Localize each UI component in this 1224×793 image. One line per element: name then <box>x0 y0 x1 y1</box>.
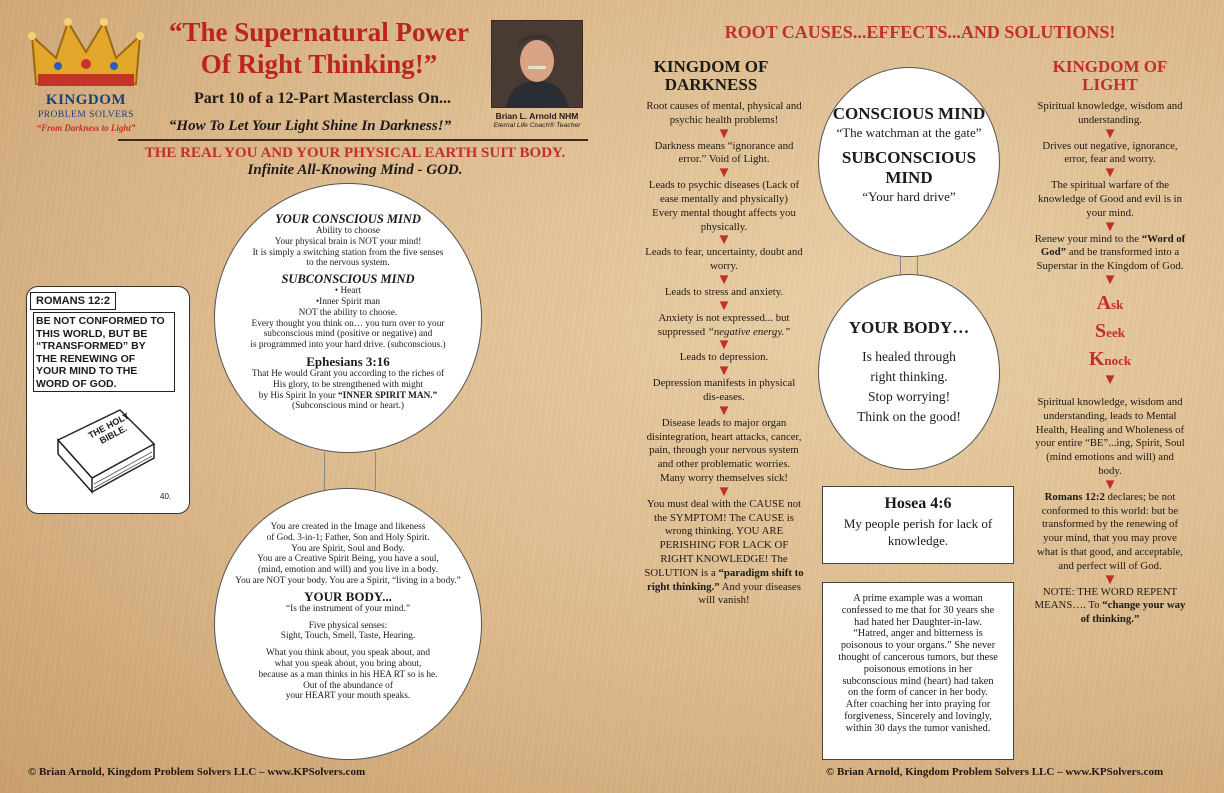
body-line: Think on the good! <box>857 409 961 424</box>
conscious-mind-heading: YOUR CONSCIOUS MIND <box>275 212 421 226</box>
text-line: Ability to choose <box>315 226 381 236</box>
text-line: (Subconscious mind or heart.) <box>291 401 405 412</box>
arrow-down-icon: ▼ <box>1102 125 1118 142</box>
text-fragment: and be transformed into a Superstar in the Kingdom of God. <box>1036 246 1184 273</box>
arrow-down-icon: ▼ <box>1102 165 1118 182</box>
text-fragment: You must deal with the CAUSE not the SYMPTOM! The CAUSE is wrong thinking. YOU ARE PERISHING FOR LACK OF RIGHT KNOWLEDGE! The SOLUTION is a <box>644 497 802 579</box>
author-name: Brian L. Arnold NHM <box>495 111 579 121</box>
text-line: what you speak about, you bring about, <box>274 658 422 669</box>
text-line: That He would Grant you according to the riches of <box>251 368 445 379</box>
arrow-down-icon: ▼ <box>716 483 732 500</box>
darkness-step <box>644 498 804 608</box>
text-fragment: NOTE: THE WORD REPENT MEANS…. To <box>1034 585 1178 612</box>
divider <box>118 139 588 141</box>
title-line-2: Of Right Thinking!” <box>200 49 438 79</box>
text-line: Out of the abundance of <box>303 680 393 691</box>
title-line: KINGDOM OF <box>1052 57 1168 76</box>
text-line: your HEART your mouth speaks. <box>285 691 411 702</box>
text-line: Five physical senses: <box>308 620 388 631</box>
text-line: You are a Creative Spirit Being, you have a soul, <box>257 554 439 565</box>
arrow-down-icon: ▼ <box>1102 571 1118 588</box>
logo-tagline: “From Darkness to Light” <box>36 123 136 133</box>
light-step <box>1034 233 1186 274</box>
text-line: Sight, Touch, Smell, Taste, Hearing. <box>280 631 416 642</box>
body-line: right thinking. <box>870 369 948 384</box>
text-fragment: And your diseases will vanish! <box>698 580 801 607</box>
hosea-text: My people perish for lack of knowledge. <box>843 516 993 548</box>
text-line: What you think about, you speak about, and <box>266 648 430 659</box>
conscious-mind-text <box>228 212 468 412</box>
light-step: Drives out negative, ignorance, error, fear and worry. <box>1042 139 1178 166</box>
body-title: YOUR BODY… <box>848 318 970 337</box>
darkness-step: Darkness means “ignorance and error.” Void of Light. <box>654 139 794 166</box>
arrow-down-icon: ▼ <box>716 232 732 249</box>
footer-copyright-left: © Brian Arnold, Kingdom Problem Solvers LLC – www.KPSolvers.com <box>28 766 366 778</box>
inner-spirit-man: “INNER SPIRIT MAN.” <box>338 390 438 401</box>
light-column <box>1034 100 1186 627</box>
bible-label: THE HOLY BIBLE. <box>86 410 131 446</box>
text-line: subconscious mind (positive or negative) and <box>263 329 433 340</box>
subconscious-mind-heading: SUBCONSCIOUS MIND <box>281 272 415 287</box>
darkness-step: Leads to depression. <box>679 351 769 364</box>
arrow-down-icon: ▼ <box>1102 218 1118 235</box>
text-fragment: by His Spirit In your <box>258 390 339 401</box>
text-line: His glory, to be strengthened with might <box>273 379 423 390</box>
romans-ref: Romans 12:2 <box>1044 490 1105 503</box>
text-line: of God. 3-in-1; Father, Son and Holy Spirit. <box>266 532 430 543</box>
title-line: LIGHT <box>1082 75 1138 94</box>
arrow-down-icon: ▼ <box>716 165 732 182</box>
paradigm-shift: “paradigm shift to right thinking.” <box>647 566 804 593</box>
seek-rest: eek <box>1106 324 1125 340</box>
your-body-text <box>222 522 474 702</box>
text-line: is programmed into your hard drive. (subconscious.) <box>250 340 446 351</box>
darkness-step: Leads to stress and anxiety. <box>664 285 784 298</box>
subconscious-sub: “Your hard drive” <box>862 189 956 204</box>
arrow-down-icon: ▼ <box>716 297 732 314</box>
conscious-title: CONSCIOUS MIND <box>832 104 986 123</box>
root-causes-heading: ROOT CAUSES...EFFECTS...AND SOLUTIONS! <box>724 22 1116 42</box>
circle-connector <box>324 452 376 490</box>
arrow-down-icon: ▼ <box>1102 476 1118 493</box>
text-line <box>228 391 468 402</box>
conscious-sub: “The watchman at the gate” <box>836 125 982 140</box>
story-box <box>822 582 1014 760</box>
hosea-box <box>822 486 1014 564</box>
author-portrait-icon <box>492 21 582 107</box>
word-of-god: “Word of God” <box>1040 232 1186 259</box>
title-line-1: “The Supernatural Power <box>169 17 469 47</box>
author-role: Eternal Life Coach® Teacher <box>493 122 581 129</box>
conscious-circle-text <box>824 104 994 205</box>
text-line: to the nervous system. <box>306 258 390 269</box>
text-fragment: Renew your mind to the <box>1034 232 1142 245</box>
body-line: Stop worrying! <box>867 389 951 404</box>
title-line: KINGDOM OF <box>653 57 769 76</box>
crown-logo-icon <box>28 14 144 94</box>
text-line: Every thought you think on… you turn over to your <box>251 318 445 329</box>
kingdom-light-title <box>1030 58 1190 94</box>
negative-energy: “negative energy.” <box>707 325 791 338</box>
light-step <box>1034 491 1186 574</box>
text-fragment: declares; be not conformed to this world: but be transformed by the renewing of your mind, that you may prove what is that good, and acceptable, and perfect will of God. <box>1036 490 1183 572</box>
darkness-step: Root causes of mental, physical and psychic health problems! <box>646 100 802 126</box>
subtitle: “How To Let Your Light Shine In Darkness!” <box>168 118 452 134</box>
light-step: The spiritual warfare of the knowledge of Good and evil is in your mind. <box>1038 179 1182 219</box>
text-line: because as a man thinks in his HEA RT so is he. <box>258 669 438 680</box>
section-heading: THE REAL YOU AND YOUR PHYSICAL EARTH SUIT BODY. <box>144 145 566 161</box>
text-line: You are created in the Image and likeness <box>270 522 426 532</box>
darkness-column <box>644 100 804 608</box>
light-step <box>1034 586 1186 627</box>
circle-connector <box>900 256 918 276</box>
ask-rest: sk <box>1111 296 1124 312</box>
ask-seek-knock <box>1034 290 1186 374</box>
bible-icon <box>50 400 160 496</box>
author-photo <box>491 20 583 108</box>
text-line: You are Spirit, Soul and Body. <box>291 543 405 554</box>
text-line: NOT the ability to choose. <box>298 307 398 318</box>
text-line: • Heart <box>334 286 362 297</box>
text-line: You are NOT your body. You are a Spirit, “living in a body.” <box>235 575 461 586</box>
darkness-step: Depression manifests in physical dis-eases. <box>652 377 796 403</box>
knock-word <box>1034 346 1186 374</box>
story-text: A prime example was a woman confessed to me that for 30 years she had hated her Daughter-in-law. “Hatred, anger and bitterness is poisonous to your organs.” She never thought of cancerous tumors, but these poisonous emotions in her subconscious mind (heart) had taken on the form of cancer in her body. After coaching her into praying for forgiveness, Sincerely and lovingly, within 30 days the tumor vanished. <box>838 593 998 734</box>
cartoon-text: BE NOT CONFORMED TO THIS WORLD, BUT BE “TRANSFORMED” BY THE RENEWING OF YOUR MIND TO THE WORD OF GOD. <box>36 315 165 390</box>
light-step: Spiritual knowledge, wisdom and understanding. <box>1037 100 1183 126</box>
subconscious-title-2: MIND <box>885 168 933 187</box>
seek-initial: S <box>1095 319 1107 342</box>
arrow-down-icon: ▼ <box>716 337 732 354</box>
knock-rest: nock <box>1104 352 1132 368</box>
darkness-step: Leads to fear, uncertainty, doubt and worry. <box>645 246 803 273</box>
body-circle-text <box>826 318 992 427</box>
text-line: “Is the instrument of your mind.” <box>286 603 410 614</box>
darkness-step <box>644 312 804 340</box>
arrow-down-icon: ▼ <box>716 271 732 288</box>
cartoon-page-mark: 40. <box>160 492 172 501</box>
knock-initial: K <box>1088 347 1105 370</box>
seek-word <box>1034 318 1186 346</box>
darkness-step: Every mental thought affects you physically. <box>652 206 796 233</box>
body-line: Is healed through <box>862 349 956 364</box>
text-line: (mind, emotion and will) and you live in a body. <box>258 565 438 576</box>
ephesians-heading: Ephesians 3:16 <box>306 353 390 369</box>
footer-copyright-right: © Brian Arnold, Kingdom Problem Solvers LLC – www.KPSolvers.com <box>826 766 1164 778</box>
text-fragment: Anxiety is not expressed... but suppressed <box>657 311 790 338</box>
ask-word <box>1034 290 1186 318</box>
darkness-step: Leads to psychic diseases (Lack of ease mentally and physically) <box>648 179 800 205</box>
logo-name: KINGDOM <box>45 92 127 108</box>
arrow-down-icon: ▼ <box>1102 371 1118 388</box>
light-step: Spiritual knowledge, wisdom and understanding, leads to Mental Health, Healing and Wholeness of your entire “BE”...ing, Spirit, Soul (mind emotions and will) and body. <box>1035 395 1185 477</box>
arrow-down-icon: ▼ <box>716 363 732 380</box>
page-title <box>150 16 488 80</box>
hosea-title: Hosea 4:6 <box>884 495 952 512</box>
change-thinking: “change your way of thinking.” <box>1080 599 1186 626</box>
arrow-down-icon: ▼ <box>1102 271 1118 288</box>
kingdom-darkness-title <box>636 58 786 94</box>
arrow-down-icon: ▼ <box>716 402 732 419</box>
part-label: Part 10 of a 12-Part Masterclass On... <box>194 90 451 107</box>
subconscious-title-1: SUBCONSCIOUS <box>841 148 977 167</box>
title-line: DARKNESS <box>664 75 758 94</box>
text-line: •Inner Spirit man <box>315 296 381 307</box>
text-line: It is simply a switching station from the five senses <box>252 247 444 258</box>
cartoon-label: ROMANS 12:2 <box>30 292 116 310</box>
text-line: Your physical brain is NOT your mind! <box>274 236 422 247</box>
arrow-down-icon: ▼ <box>716 125 732 142</box>
ask-initial: A <box>1096 291 1112 314</box>
your-body-heading: YOUR BODY... <box>304 588 392 604</box>
logo-subtitle: PROBLEM SOLVERS <box>37 110 135 120</box>
section-subheading: Infinite All-Knowing Mind - GOD. <box>247 162 463 178</box>
darkness-step: Disease leads to major organ disintegration, heart attacks, cancer, pain, through your nervous system and other problematic worries. Many worry themselves sick! <box>646 416 802 484</box>
